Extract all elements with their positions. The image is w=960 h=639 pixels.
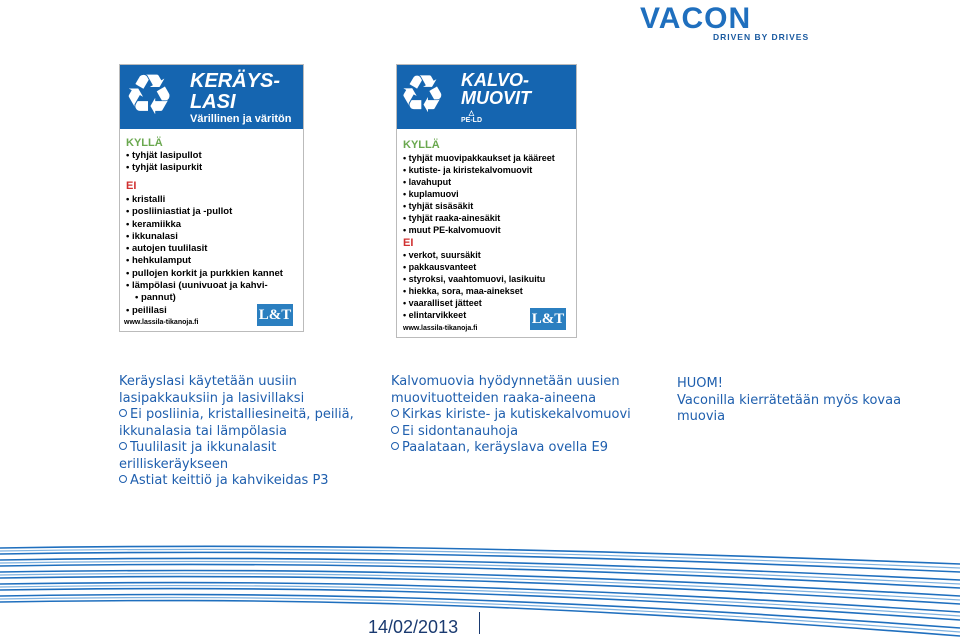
list-item: • elintarvikkeet [403, 309, 545, 321]
list-item: • lämpölasi (uunivuoat ja kahvi- [126, 280, 283, 292]
list-item: • peililasi [126, 305, 283, 317]
poster-plastic-title-1: KALVO- [461, 70, 530, 90]
vacon-logo [640, 2, 810, 44]
list-item: • posliiniastiat ja -pullot [126, 206, 283, 218]
glass-notes-intro: Keräyslasi käytetään uusiin lasipakkauksiin ja lasivillaksi [119, 374, 305, 406]
poster-glass [119, 64, 304, 332]
list-item: • lavahuput [403, 176, 555, 188]
lt-logo-icon: L&T [257, 304, 293, 326]
pe-ld-icon: △ PE-LD [461, 110, 482, 124]
plastic-notes-bullet: Kirkas kiriste- ja kutiskekalvomuovi [391, 407, 656, 424]
plastic-notes-bullet: Ei sidontanauhoja [391, 424, 656, 441]
list-item: • hiekka, sora, maa-ainekset [403, 285, 545, 297]
poster-glass-no-label: EI [126, 180, 137, 192]
recycle-icon: ♻ [124, 64, 175, 126]
list-item: • muut PE-kalvomuovit [403, 224, 555, 236]
list-item: • kristalli [126, 194, 283, 206]
logo-tagline: DRIVEN BY DRIVES [713, 32, 810, 42]
list-item: • keramiikka [126, 219, 283, 231]
glass-notes-bullet: Astiat keittiö ja kahvikeidas P3 [119, 473, 371, 490]
poster-glass-yes-list [126, 150, 202, 175]
poster-plastic-no-list [403, 249, 545, 321]
list-item: • tyhjät lasipurkit [126, 162, 202, 174]
list-item: • verkot, suursäkit [403, 249, 545, 261]
footer-divider [479, 612, 480, 634]
poster-glass-url: www.lassila-tikanoja.fi [124, 319, 199, 326]
plastic-notes-intro: Kalvomuovia hyödynnetään uusien muovituotteiden raaka-aineena [391, 374, 620, 406]
glass-notes [119, 374, 371, 490]
note-column [677, 376, 937, 426]
list-item: • hehkulamput [126, 255, 283, 267]
plastic-notes-bullet: Paalataan, keräyslava ovella E9 [391, 440, 656, 457]
poster-glass-yes-label: KYLLÄ [126, 137, 163, 149]
poster-plastic-title-2: MUOVIT [461, 88, 531, 108]
glass-notes-bullet: Ei posliinia, kristalliesineitä, peiliä, ikkunalasia tai lämpölasia [119, 407, 371, 440]
poster-plastic [396, 64, 577, 338]
wave-decoration [0, 540, 960, 639]
lt-logo-icon: L&T [530, 308, 566, 330]
poster-glass-title-2: LASI [190, 91, 236, 113]
list-item: • vaaralliset jätteet [403, 297, 545, 309]
logo-wordmark: VACON [640, 2, 752, 35]
pe-ld-code: PE-LD [461, 117, 482, 124]
list-item: • pakkausvanteet [403, 261, 545, 273]
list-item: • kuplamuovi [403, 188, 555, 200]
list-item: • styroksi, vaahtomuovi, lasikuitu [403, 273, 545, 285]
poster-glass-subtitle: Värillinen ja väritön [190, 113, 292, 125]
poster-glass-title-1: KERÄYS- [190, 70, 281, 92]
plastic-notes [391, 374, 656, 457]
list-item: • pannut) [126, 292, 283, 304]
recycle-icon: ♻ [399, 66, 446, 124]
poster-plastic-yes-label: KYLLÄ [403, 139, 440, 151]
note-title: HUOM! [677, 376, 723, 391]
poster-glass-no-list [126, 194, 283, 317]
list-item: • tyhjät muovipakkaukset ja kääreet [403, 152, 555, 164]
list-item: • ikkunalasi [126, 231, 283, 243]
note-text: Vaconilla kierrätetään myös kovaa muovia [677, 392, 902, 424]
list-item: • tyhjät sisäsäkit [403, 200, 555, 212]
poster-plastic-yes-list [403, 152, 555, 236]
list-item: • tyhjät lasipullot [126, 150, 202, 162]
list-item: • pullojen korkit ja purkkien kannet [126, 268, 283, 280]
list-item: • kutiste- ja kiristekalvomuovit [403, 164, 555, 176]
footer-date: 14/02/2013 [368, 617, 459, 637]
poster-plastic-url: www.lassila-tikanoja.fi [403, 325, 478, 332]
glass-notes-bullet: Tuulilasit ja ikkunalasit erilliskeräykseen [119, 440, 371, 473]
list-item: • tyhjät raaka-ainesäkit [403, 212, 555, 224]
list-item: • autojen tuulilasit [126, 243, 283, 255]
poster-plastic-no-label: EI [403, 237, 414, 249]
